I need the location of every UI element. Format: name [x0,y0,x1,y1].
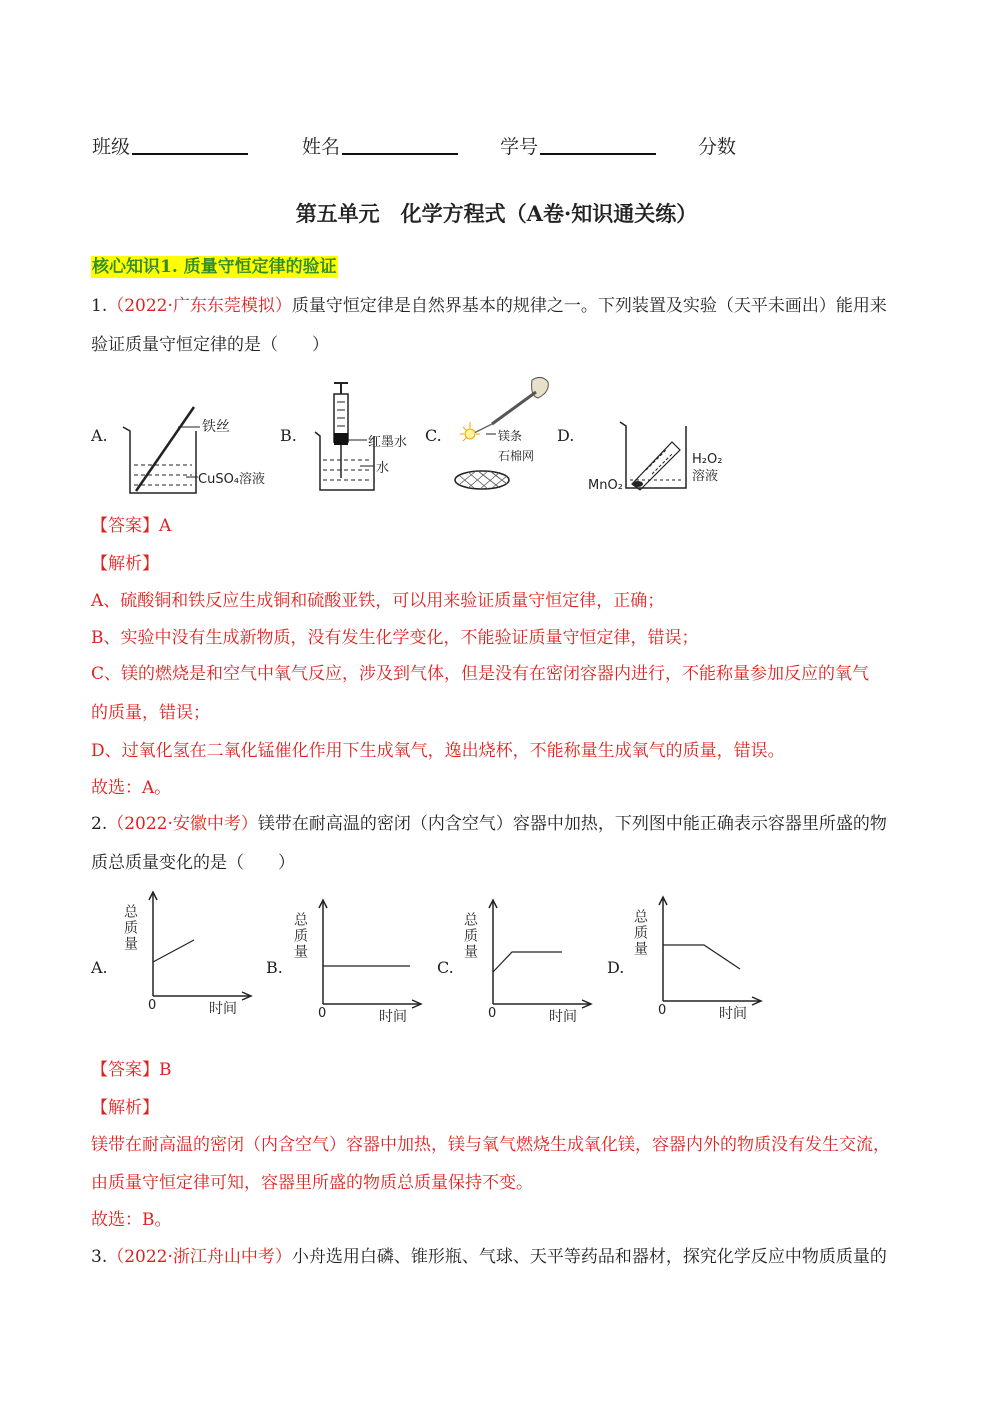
q1-c-strip-label: 镁条 [498,429,523,443]
q1-source: （2022·广东东莞模拟） [107,296,292,316]
section-heading: 核心知识1. 质量守恒定律的验证 [92,257,337,277]
svg-text:总质量: 总质量 [122,904,138,952]
q2-text-1: 镁带在耐高温的密闭（内含空气）容器中加热，下列图中能正确表示容器里所盛的物 [257,814,887,834]
q1-option-c: C. [425,426,442,445]
q1-a-solution-label: CuSO₄溶液 [198,472,266,487]
q2-analysis-label: 【解析】 [91,1098,159,1118]
q2-answer: 【答案】B [91,1060,172,1080]
q1-option-b: B. [280,426,297,445]
q2-graph-a [124,888,264,1020]
score-label: 分数 [698,136,737,158]
q1-b-ink-label: 红墨水 [368,435,408,450]
q1-analysis-line: 的质量，错误； [91,703,210,723]
q1-analysis-label: 【解析】 [91,554,159,574]
q1-figure-a [118,405,278,500]
class-label: 班级 [92,136,131,158]
q3-source: （2022·浙江舟山中考） [107,1247,292,1267]
q1-figure-b [312,380,422,495]
page-title: 第五单元 化学方程式（A卷·知识通关练） [295,201,698,226]
x-axis-label: 时间 [549,1009,577,1025]
q1-analysis-line: D、过氧化氢在二氧化锰催化作用下生成氧气，逸出烧杯，不能称量生成氧气的质量，错误。 [91,741,785,761]
name-field [302,135,458,159]
q2-analysis-line: 由质量守恒定律可知，容器里所盛的物质总质量保持不变。 [91,1173,533,1193]
q2-option-c: C. [437,958,454,977]
q1-number: 1. [91,296,108,316]
name-label: 姓名 [302,136,341,158]
q3-text-1: 小舟选用白磷、锥形瓶、气球、天平等药品和器材，探究化学反应中物质质量的 [291,1247,887,1267]
q3-stem-line1 [91,1246,887,1268]
q1-conclusion: 故选：A。 [91,778,172,798]
q2-stem-line2: 质总质量变化的是（ ） [91,853,295,873]
q1-figure-c [450,372,560,494]
id-field [500,135,656,159]
q1-option-a: A. [91,426,108,445]
origin-label: 0 [488,1006,497,1021]
q1-d-solution-label: 溶液 [692,469,719,484]
class-blank [132,135,248,155]
origin-label: 0 [148,998,157,1013]
q2-graph-c [464,896,604,1028]
id-label: 学号 [500,136,539,158]
q2-conclusion: 故选：B。 [91,1210,172,1230]
x-axis-label: 时间 [209,1001,237,1017]
q2-a-curve [153,940,194,962]
q1-analysis-line: B、实验中没有生成新物质，没有发生化学变化，不能验证质量守恒定律，错误； [91,628,699,648]
q1-b-water-label: 水 [376,461,390,476]
q1-text-1: 质量守恒定律是自然界基本的规律之一。下列装置及实验（天平未画出）能用来 [291,296,887,316]
class-field [92,135,248,159]
y-axis-label: 总质量 [462,912,478,960]
q1-d-mno2-label: MnO₂ [588,478,623,493]
y-axis-label: 总质量 [632,909,648,957]
id-blank [540,135,656,155]
q2-option-a: A. [91,958,108,977]
q1-stem-line2: 验证质量守恒定律的是（ ） [91,335,329,355]
q1-c-mesh-label: 石棉网 [498,449,535,463]
q2-source: （2022·安徽中考） [107,814,258,834]
q2-analysis-line: 镁带在耐高温的密闭（内含空气）容器中加热，镁与氧气燃烧生成氧化镁，容器内外的物质没有发生交流， [91,1135,890,1155]
x-axis-label: 时间 [719,1006,747,1022]
q3-number: 3. [91,1247,108,1267]
q2-graph-b [294,896,434,1028]
q1-analysis-line: A、硫酸铜和铁反应生成铜和硫酸亚铁，可以用来验证质量守恒定律，正确； [91,591,665,611]
q1-analysis-line: C、镁的燃烧是和空气中氧气反应，涉及到气体，但是没有在密闭容器内进行，不能称量参加反应的氧气 [91,664,870,684]
name-blank [342,135,458,155]
q1-answer: 【答案】A [91,516,172,536]
q2-c-curve [493,952,562,972]
q2-graph-d [634,893,774,1025]
q1-d-h2o2-label: H₂O₂ [692,452,723,467]
q1-a-wire-label: 铁丝 [202,419,230,435]
q2-stem-line1 [91,813,887,835]
origin-label: 0 [658,1003,667,1018]
q1-option-d: D. [557,426,575,445]
score-field [698,135,736,159]
q2-number: 2. [91,814,108,834]
q2-d-curve [663,945,740,969]
q2-option-d: D. [607,958,625,977]
y-axis-label [122,904,138,952]
x-axis-label: 时间 [379,1009,407,1025]
origin-label: 0 [318,1006,327,1021]
y-axis-label: 总质量 [292,912,308,960]
q2-option-b: B. [266,958,283,977]
q1-stem-line1 [91,295,887,317]
q1-figure-d [586,418,746,498]
